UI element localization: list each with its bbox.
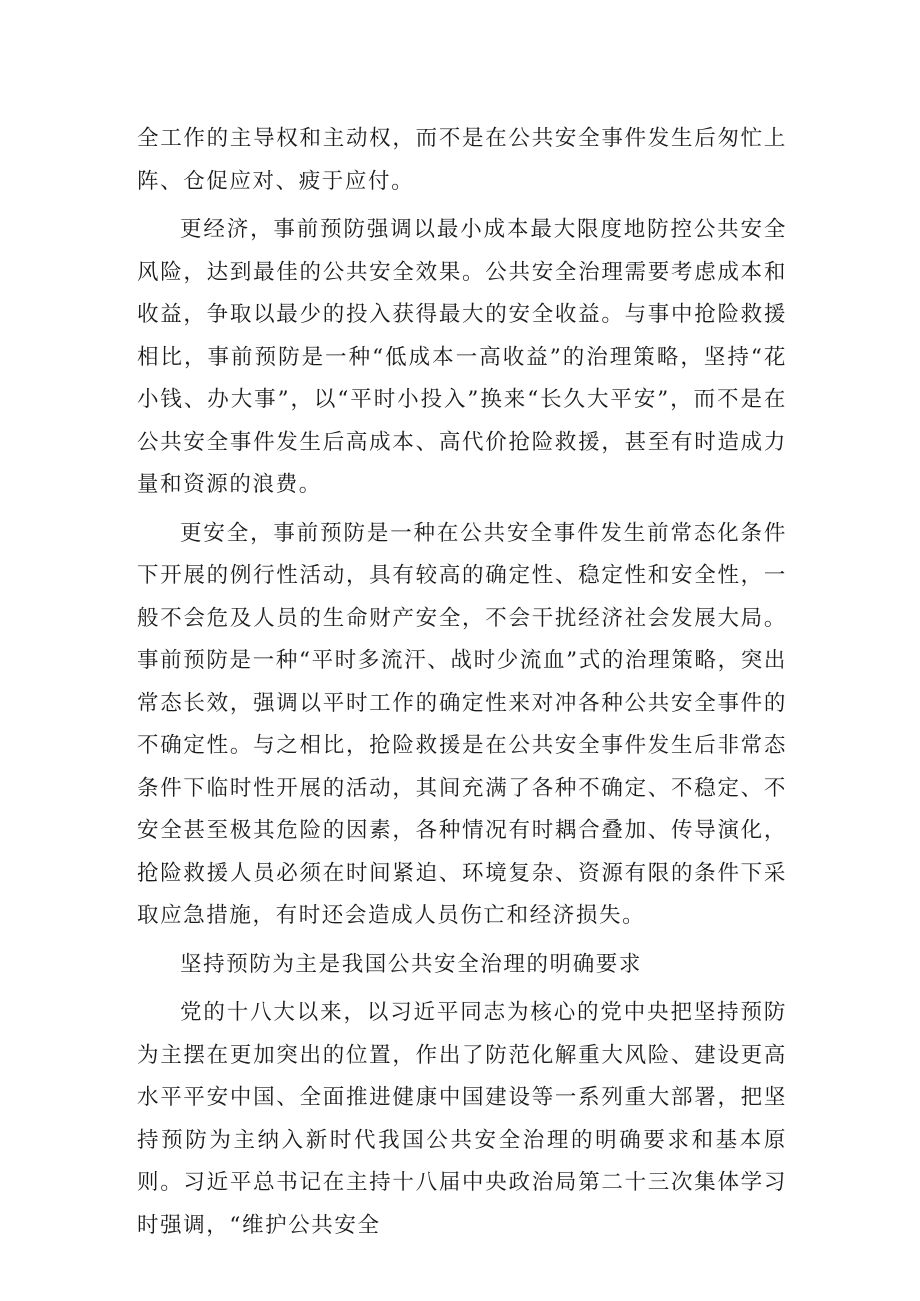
document-body	[137, 118, 787, 1253]
paragraph-more-economical: 更经济，事前预防强调以最小成本最大限度地防控公共安全风险，达到最佳的公共安全效果。公共安全治理需要考虑成本和收益，争取以最少的投入获得最大的安全收益。与事中抢险救援相比，事前预防是一种“低成本一高收益”的治理策略，坚持“花小钱、办大事”，以“平时小投入”换来“长久大平安”，而不是在公共安全事件发生后高成本、高代价抢险救援，甚至有时造成力量和资源的浪费。	[137, 217, 787, 497]
paragraph-safer: 更安全，事前预防是一种在公共安全事件发生前常态化条件下开展的例行性活动，具有较高的确定性、稳定性和安全性，一般不会危及人员的生命财产安全，不会干扰经济社会发展大局。事前预防是一种“平时多流汗、战时少流血”式的治理策略，突出常态长效，强调以平时工作的确定性来对冲各种公共安全事件的不确定性。与之相比，抢险救援是在公共安全事件发生后非常态条件下临时性开展的活动，其间充满了各种不确定、不稳定、不安全甚至极其危险的因素，各种情况有时耦合叠加、传导演化，抢险救援人员必须在时间紧迫、环境复杂、资源有限的条件下采取应急措施，有时还会造成人员伤亡和经济损失。	[137, 520, 787, 928]
section-heading: 坚持预防为主是我国公共安全治理的明确要求	[180, 951, 643, 977]
paragraph-since-18th-congress: 党的十八大以来，以习近平同志为核心的党中央把坚持预防为主摆在更加突出的位置，作出了防范化解重大风险、建设更高水平平安中国、全面推进健康中国建设等一系列重大部署，把坚持预防为主纳入新时代我国公共安全治理的明确要求和基本原则。习近平总书记在主持十八届中央政治局第二十三次集体学习时强调，“维护公共安全	[137, 1000, 787, 1238]
paragraph-continuation: 全工作的主导权和主动权，而不是在公共安全事件发生后匆忙上阵、仓促应对、疲于应付。	[137, 126, 787, 194]
